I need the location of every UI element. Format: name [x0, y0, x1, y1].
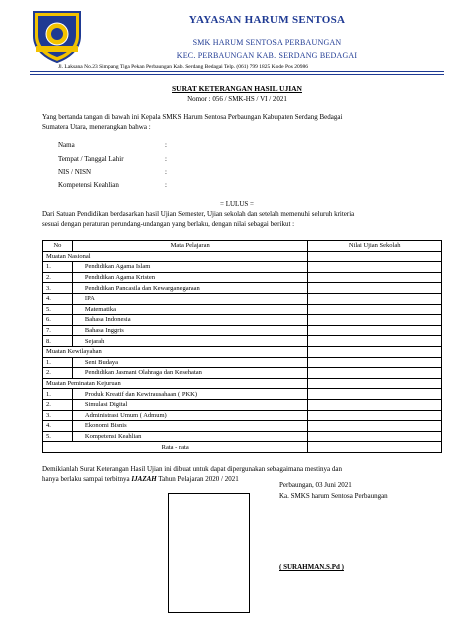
table-row [43, 421, 442, 432]
score-cell [308, 325, 442, 336]
score-cell [308, 442, 442, 453]
basis-paragraph [42, 209, 354, 229]
photo-box [168, 493, 250, 613]
row-number: 5. [43, 431, 73, 442]
row-number: 8. [43, 336, 73, 347]
subject-name: Kompetensi Keahlian [72, 431, 307, 442]
score-cell [308, 283, 442, 294]
table-row [43, 272, 442, 283]
subject-name: Administrasi Umum ( Admum) [72, 410, 307, 421]
row-number: 5. [43, 304, 73, 315]
col-header-score: Nilai Ujian Sekolah [308, 241, 442, 252]
section-row [43, 378, 442, 389]
score-cell [308, 346, 442, 357]
header-rule-thick [30, 71, 444, 72]
section-label: Muatan Nasional [43, 251, 308, 262]
school-name: SMK HARUM SENTOSA PERBAUNGAN [192, 38, 342, 47]
document-number: Nomor : 056 / SMK-HS / VI / 2021 [187, 95, 287, 103]
score-cell [308, 421, 442, 432]
subject-name: Bahasa Indonesia [72, 315, 307, 326]
basis-line-1: Dari Satuan Pendidikan berdasarkan hasil Ujian Semester, Ujian sekolah dan setelah memenuhi seluruh kriteria [42, 210, 355, 218]
field-sep-nis: : [165, 168, 167, 176]
subject-name: Produk Kreatif dan Kewirausahaan ( PKK) [72, 389, 307, 400]
school-address: Jl. Laksana No.23 Simpang Tiga Pekan Perbaungan Kab. Serdang Bedagai Telp. (061) 799 1825 Kode Pos 20986 [58, 64, 309, 70]
table-row [43, 283, 442, 294]
table-row [43, 262, 442, 273]
intro-line-2: Sumatera Utara, menerangkan bahwa : [42, 123, 151, 131]
grades-table [42, 240, 442, 453]
header-rule-thin [30, 74, 444, 75]
basis-line-2: sesuai dengan peraturan perundang-undangan yang berlaku, dengan nilai sebagai berikut : [42, 220, 295, 228]
intro-line-1: Yang bertanda tangan di bawah ini Kepala SMKS Harum Sentosa Perbaungan Kabupaten Serdang Bedagai [42, 113, 343, 121]
score-cell [308, 304, 442, 315]
field-sep-ttl: : [165, 155, 167, 163]
subject-name: Ekonomi Bisnis [72, 421, 307, 432]
closing-line-1: Demikianlah Surat Keterangan Hasil Ujian ini dibuat untuk dapat dipergunakan sebagaimana mestinya dan [42, 465, 343, 473]
field-label-kompetensi: Kompetensi Keahlian [58, 181, 119, 189]
score-cell [308, 399, 442, 410]
signature-name: ( SURAHMAN.S.Pd ) [279, 563, 344, 571]
row-number: 3. [43, 283, 73, 294]
score-cell [308, 431, 442, 442]
table-row [43, 357, 442, 368]
field-sep-kompetensi: : [165, 181, 167, 189]
subject-name: Pendidikan Pancasila dan Kewarganegaraan [72, 283, 307, 294]
average-label: Rata - rata [43, 442, 308, 453]
col-header-subject: Mata Pelajaran [72, 241, 307, 252]
section-row [43, 346, 442, 357]
field-label-ttl: Tempat / Tanggal Lahir [58, 155, 124, 163]
section-label: Muatan Kewilayahan [43, 346, 308, 357]
subject-name: Pendidikan Jasmani Olahraga dan Kesehatan [72, 368, 307, 379]
score-cell [308, 336, 442, 347]
table-row [43, 304, 442, 315]
section-row [43, 251, 442, 262]
col-header-no: No [43, 241, 73, 252]
subject-name: Bahasa Inggris [72, 325, 307, 336]
row-number: 2. [43, 272, 73, 283]
table-row [43, 368, 442, 379]
signature-role: Ka. SMKS harum Sentosa Perbaungan [279, 492, 388, 500]
row-number: 1. [43, 262, 73, 273]
average-row [43, 442, 442, 453]
subject-name: Pendidikan Agama Kristen [72, 272, 307, 283]
table-row [43, 431, 442, 442]
table-row [43, 293, 442, 304]
intro-paragraph [42, 112, 342, 132]
row-number: 1. [43, 389, 73, 400]
score-cell [308, 378, 442, 389]
score-cell [308, 315, 442, 326]
row-number: 4. [43, 293, 73, 304]
row-number: 1. [43, 357, 73, 368]
foundation-name: YAYASAN HARUM SENTOSA [188, 14, 346, 26]
score-cell [308, 293, 442, 304]
table-row [43, 336, 442, 347]
signature-place-date: Perbaungan, 03 Juni 2021 [279, 481, 352, 489]
row-number: 6. [43, 315, 73, 326]
subject-name: IPA [72, 293, 307, 304]
subject-name: Seni Budaya [72, 357, 307, 368]
score-cell [308, 389, 442, 400]
score-cell [308, 410, 442, 421]
score-cell [308, 357, 442, 368]
row-number: 3. [43, 410, 73, 421]
score-cell [308, 251, 442, 262]
subject-name: Simulasi Digital [72, 399, 307, 410]
field-sep-nama: : [165, 141, 167, 149]
score-cell [308, 368, 442, 379]
section-label: Muatan Peminatan Kejuruan [43, 378, 308, 389]
table-row [43, 325, 442, 336]
subject-name: Matematika [72, 304, 307, 315]
table-row [43, 315, 442, 326]
table-header-row [43, 241, 442, 252]
subject-name: Pendidikan Agama Islam [72, 262, 307, 273]
row-number: 2. [43, 399, 73, 410]
table-row [43, 399, 442, 410]
grades-body [43, 251, 442, 452]
document-title: SURAT KETERANGAN HASIL UJIAN [172, 84, 302, 93]
closing-year: Tahun Pelajaran 2020 / 2021 [156, 475, 239, 483]
closing-text: hanya berlaku sampai terbitnya [42, 475, 132, 483]
table-row [43, 410, 442, 421]
field-label-nama: Nama [58, 141, 75, 149]
score-cell [308, 272, 442, 283]
table-row [43, 389, 442, 400]
row-number: 4. [43, 421, 73, 432]
score-cell [308, 262, 442, 273]
ijazah-emphasis: IJAZAH [131, 475, 157, 483]
row-number: 7. [43, 325, 73, 336]
district-name: KEC. PERBAUNGAN KAB. SERDANG BEDAGAI [176, 51, 358, 60]
status-lulus: = LULUS = [220, 200, 254, 208]
subject-name: Sejarah [72, 336, 307, 347]
row-number: 2. [43, 368, 73, 379]
field-label-nis: NIS / NISN [58, 168, 92, 176]
